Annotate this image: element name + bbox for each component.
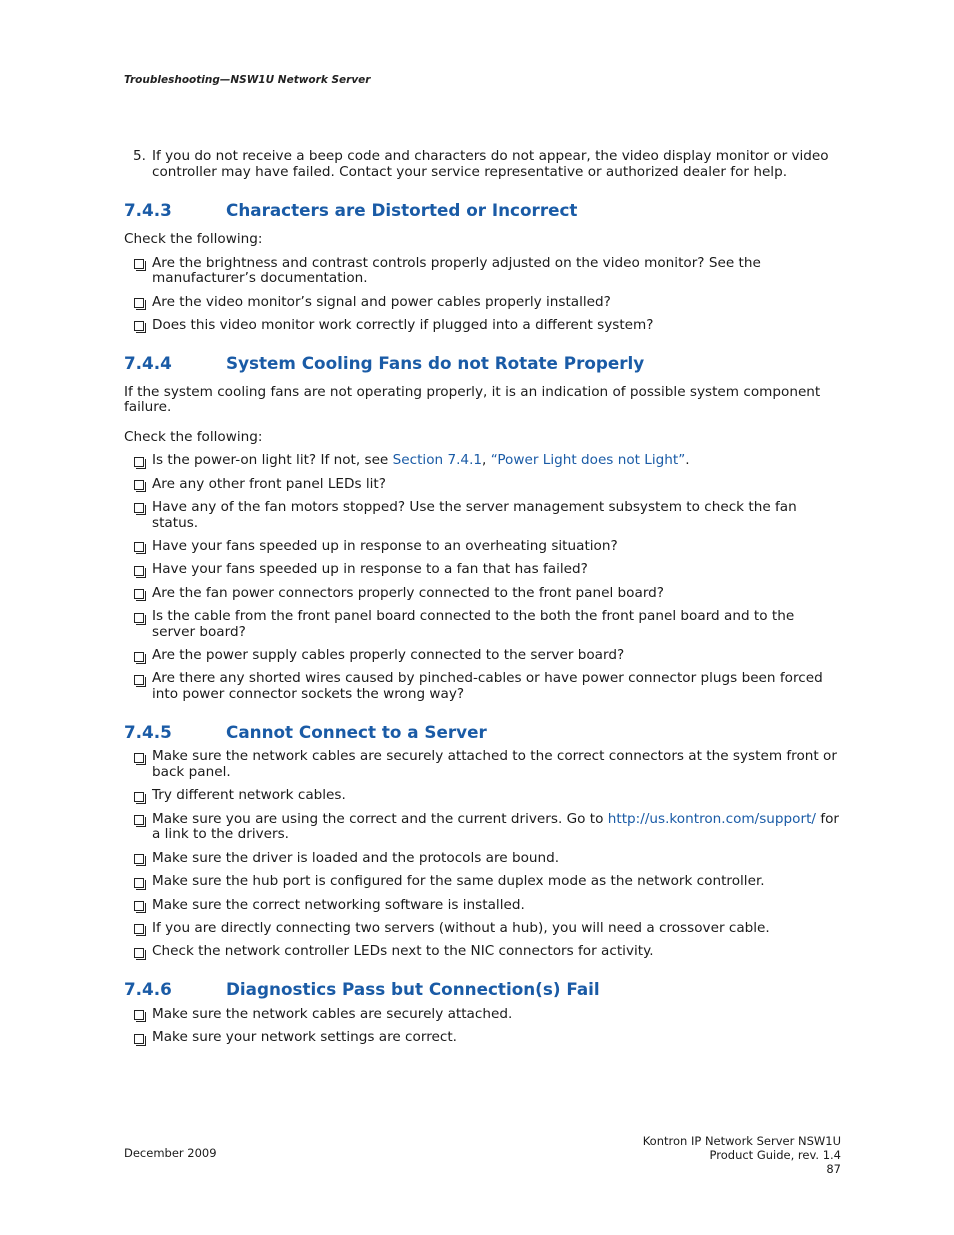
list-item: Make sure you are using the correct and the current drivers. Go to http://us.kontron.com/support/ for a link to the drivers. bbox=[124, 812, 840, 843]
checkbox-bullet-icon bbox=[134, 321, 144, 331]
footer-product-name: Kontron IP Network Server NSW1U bbox=[642, 1134, 841, 1148]
checkbox-bullet-icon bbox=[134, 948, 144, 958]
checkbox-bullet-icon bbox=[134, 503, 144, 513]
checkbox-bullet-icon bbox=[134, 854, 144, 864]
checkbox-bullet-icon bbox=[134, 613, 144, 623]
checkbox-bullet-icon bbox=[134, 815, 144, 825]
list-item: Check the network controller LEDs next to the NIC connectors for activity. bbox=[124, 944, 840, 960]
checkbox-bullet-icon bbox=[134, 901, 144, 911]
section-title-link[interactable]: “Power Light does not Light” bbox=[490, 452, 686, 469]
list-item: Are any other front panel LEDs lit? bbox=[124, 477, 840, 493]
section-number: 7.4.5 bbox=[124, 721, 172, 742]
check-label: Check the following: bbox=[124, 428, 263, 445]
section-number: 7.4.6 bbox=[124, 978, 172, 999]
list-item: Make sure the hub port is configured for the same duplex mode as the network controller. bbox=[124, 874, 840, 890]
footer-guide-revision: Product Guide, rev. 1.4 bbox=[709, 1148, 841, 1163]
checklist-7-4-5 bbox=[124, 749, 840, 960]
list-item: Make sure the network cables are securely attached to the correct connectors at the system front or back panel. bbox=[124, 749, 840, 780]
section-heading-7-4-6 bbox=[124, 979, 840, 999]
list-item: Is the cable from the front panel board connected to the both the front panel board and to the server board? bbox=[124, 609, 840, 640]
checklist-7-4-4 bbox=[124, 453, 840, 703]
list-item: Are the video monitor’s signal and power cables properly installed? bbox=[124, 295, 840, 311]
list-item: Does this video monitor work correctly if plugged into a different system? bbox=[124, 318, 840, 334]
section-heading-7-4-5 bbox=[124, 722, 840, 742]
checkbox-bullet-icon bbox=[134, 878, 144, 888]
checkbox-bullet-icon bbox=[134, 675, 144, 685]
checkbox-bullet-icon bbox=[134, 589, 144, 599]
numbered-item-5 bbox=[124, 149, 840, 180]
section-heading-7-4-3 bbox=[124, 200, 840, 220]
list-item: Make sure the correct networking software is installed. bbox=[124, 898, 840, 914]
list-item: Are the power supply cables properly connected to the server board? bbox=[124, 648, 840, 664]
checkbox-bullet-icon bbox=[134, 1034, 144, 1044]
checkbox-bullet-icon bbox=[134, 457, 144, 467]
checklist-7-4-3 bbox=[124, 256, 840, 334]
section-heading-7-4-4 bbox=[124, 353, 840, 373]
list-item: Have your fans speeded up in response to an overheating situation? bbox=[124, 539, 840, 555]
checkbox-bullet-icon bbox=[134, 652, 144, 662]
section-title: Diagnostics Pass but Connection(s) Fail bbox=[226, 978, 600, 999]
list-item: Make sure your network settings are correct. bbox=[124, 1030, 840, 1046]
check-label: Check the following: bbox=[124, 231, 263, 248]
checkbox-bullet-icon bbox=[134, 792, 144, 802]
section-intro: If the system cooling fans are not operating properly, it is an indication of possible system component failure. bbox=[124, 383, 821, 416]
item-number: 5. bbox=[133, 148, 146, 164]
list-item: Make sure the network cables are securely attached. bbox=[124, 1007, 840, 1023]
list-item: If you are directly connecting two servers (without a hub), you will need a crossover cable. bbox=[124, 921, 840, 937]
checkbox-bullet-icon bbox=[134, 924, 144, 934]
checkbox-bullet-icon bbox=[134, 259, 144, 269]
checkbox-bullet-icon bbox=[134, 542, 144, 552]
section-number: 7.4.3 bbox=[124, 200, 172, 221]
section-title: Characters are Distorted or Incorrect bbox=[226, 200, 578, 221]
list-item: Make sure the driver is loaded and the protocols are bound. bbox=[124, 851, 840, 867]
list-item: Are the brightness and contrast controls properly adjusted on the video monitor? See the manufacturer’s documentation. bbox=[124, 256, 840, 287]
section-title: System Cooling Fans do not Rotate Properly bbox=[226, 352, 645, 373]
checkbox-bullet-icon bbox=[134, 298, 144, 308]
kontron-support-link[interactable]: http://us.kontron.com/support/ bbox=[607, 810, 816, 827]
list-item: Is the power-on light lit? If not, see Section 7.4.1, “Power Light does not Light”. bbox=[124, 453, 840, 469]
checkbox-bullet-icon bbox=[134, 1010, 144, 1020]
page-content bbox=[124, 149, 840, 1046]
footer-date: December 2009 bbox=[124, 1146, 217, 1160]
checkbox-bullet-icon bbox=[134, 753, 144, 763]
section-title: Cannot Connect to a Server bbox=[226, 721, 487, 742]
checkbox-bullet-icon bbox=[134, 480, 144, 490]
page-number: 87 bbox=[826, 1162, 841, 1177]
list-item: Are there any shorted wires caused by pinched-cables or have power connector plugs been forced into power connector sockets the wrong way? bbox=[124, 671, 840, 702]
checkbox-bullet-icon bbox=[134, 566, 144, 576]
list-item: Try different network cables. bbox=[124, 788, 840, 804]
section-link[interactable]: Section 7.4.1 bbox=[392, 452, 483, 469]
item-text: If you do not receive a beep code and characters do not appear, the video display monitor or video controller may have failed. Contact your service representative or authorized dealer for help. bbox=[152, 148, 829, 180]
footer-product-info bbox=[643, 1134, 841, 1177]
running-header: Troubleshooting—NSW1U Network Server bbox=[124, 74, 371, 86]
section-number: 7.4.4 bbox=[124, 352, 172, 373]
list-item: Are the fan power connectors properly connected to the front panel board? bbox=[124, 586, 840, 602]
list-item: Have your fans speeded up in response to a fan that has failed? bbox=[124, 562, 840, 578]
list-item: Have any of the fan motors stopped? Use the server management subsystem to check the fan status. bbox=[124, 500, 840, 531]
checklist-7-4-6 bbox=[124, 1007, 840, 1046]
